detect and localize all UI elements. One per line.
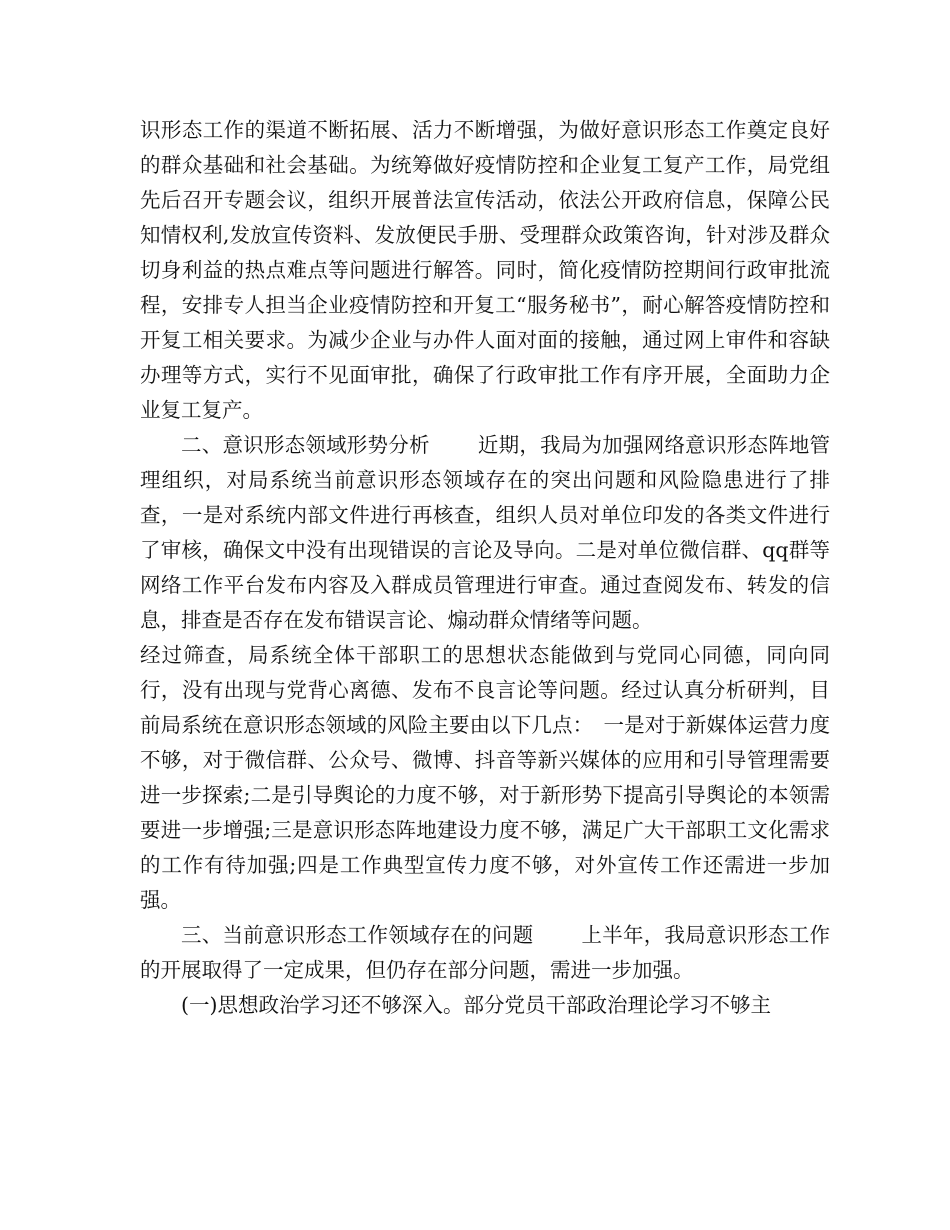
paragraph-text: (一)思想政治学习还不够深入。部分党员干部政治理论学习不够主 xyxy=(181,993,771,1017)
paragraph-problem-one xyxy=(140,988,830,1023)
paragraph-text: 近期，我局为加强网络意识形态阵地管理组织，对局系统当前意识形态领域存在的突出问题和风险隐患进行了排查，一是对系统内部文件进行再核查，组织人员对单位印发的各类文件进行了审核，确保文中没有出现错误的言论及导向。二是对单位微信群、qq群等网络工作平台发布内容及入群成员管理进行审查。通过查阅发布、转发的信息，排查是否存在发布错误言论、煽动群众情绪等问题。 xyxy=(140,433,831,632)
paragraph-current-problems xyxy=(140,918,830,988)
paragraph-screening-results xyxy=(140,638,830,918)
paragraph-situation-analysis xyxy=(140,428,830,638)
paragraph-text: 上半年，我局意识形态工作的开展取得了一定成果，但仍存在部分问题，需进一步加强。 xyxy=(140,923,831,982)
paragraph-party-work-measures xyxy=(140,113,830,428)
document-body xyxy=(140,113,830,1023)
section-heading: 二、意识形态领域形势分析 xyxy=(181,433,430,457)
paragraph-text: 经过筛查，局系统全体干部职工的思想状态能做到与党同心同德，同向同行，没有出现与党背心离德、发布不良言论等问题。经过认真分析研判，目前局系统在意识形态领域的风险主要由以下几点： 一是对于新媒体运营力度不够，对于微信群、公众号、微博、抖音等新兴媒体的应用和引导管理需要进一步探索;二是引导舆论的力度不够，对于新形势下提高引导舆论的本领需要进一步增强;三是意识形态阵地建设力度不够，满足广大干部职工文化需求的工作有待加强;四是工作典型宣传力度不够，对外宣传工作还需进一步加强。 xyxy=(140,643,830,912)
section-heading: 三、当前意识形态工作领域存在的问题 xyxy=(181,923,534,947)
paragraph-text: 识形态工作的渠道不断拓展、活力不断增强，为做好意识形态工作奠定良好的群众基础和社会基础。为统筹做好疫情防控和企业复工复产工作，局党组先后召开专题会议，组织开展普法宣传活动，依法公开政府信息，保障公民知情权利,发放宣传资料、发放便民手册、受理群众政策咨询，针对涉及群众切身利益的热点难点等问题进行解答。同时，简化疫情防控期间行政审批流程，安排专人担当企业疫情防控和开复工“服务秘书”，耐心解答疫情防控和开复工相关要求。为减少企业与办件人面对面的接触，通过网上审件和容缺办理等方式，实行不见面审批，确保了行政审批工作有序开展，全面助力企业复工复产。 xyxy=(140,118,830,422)
